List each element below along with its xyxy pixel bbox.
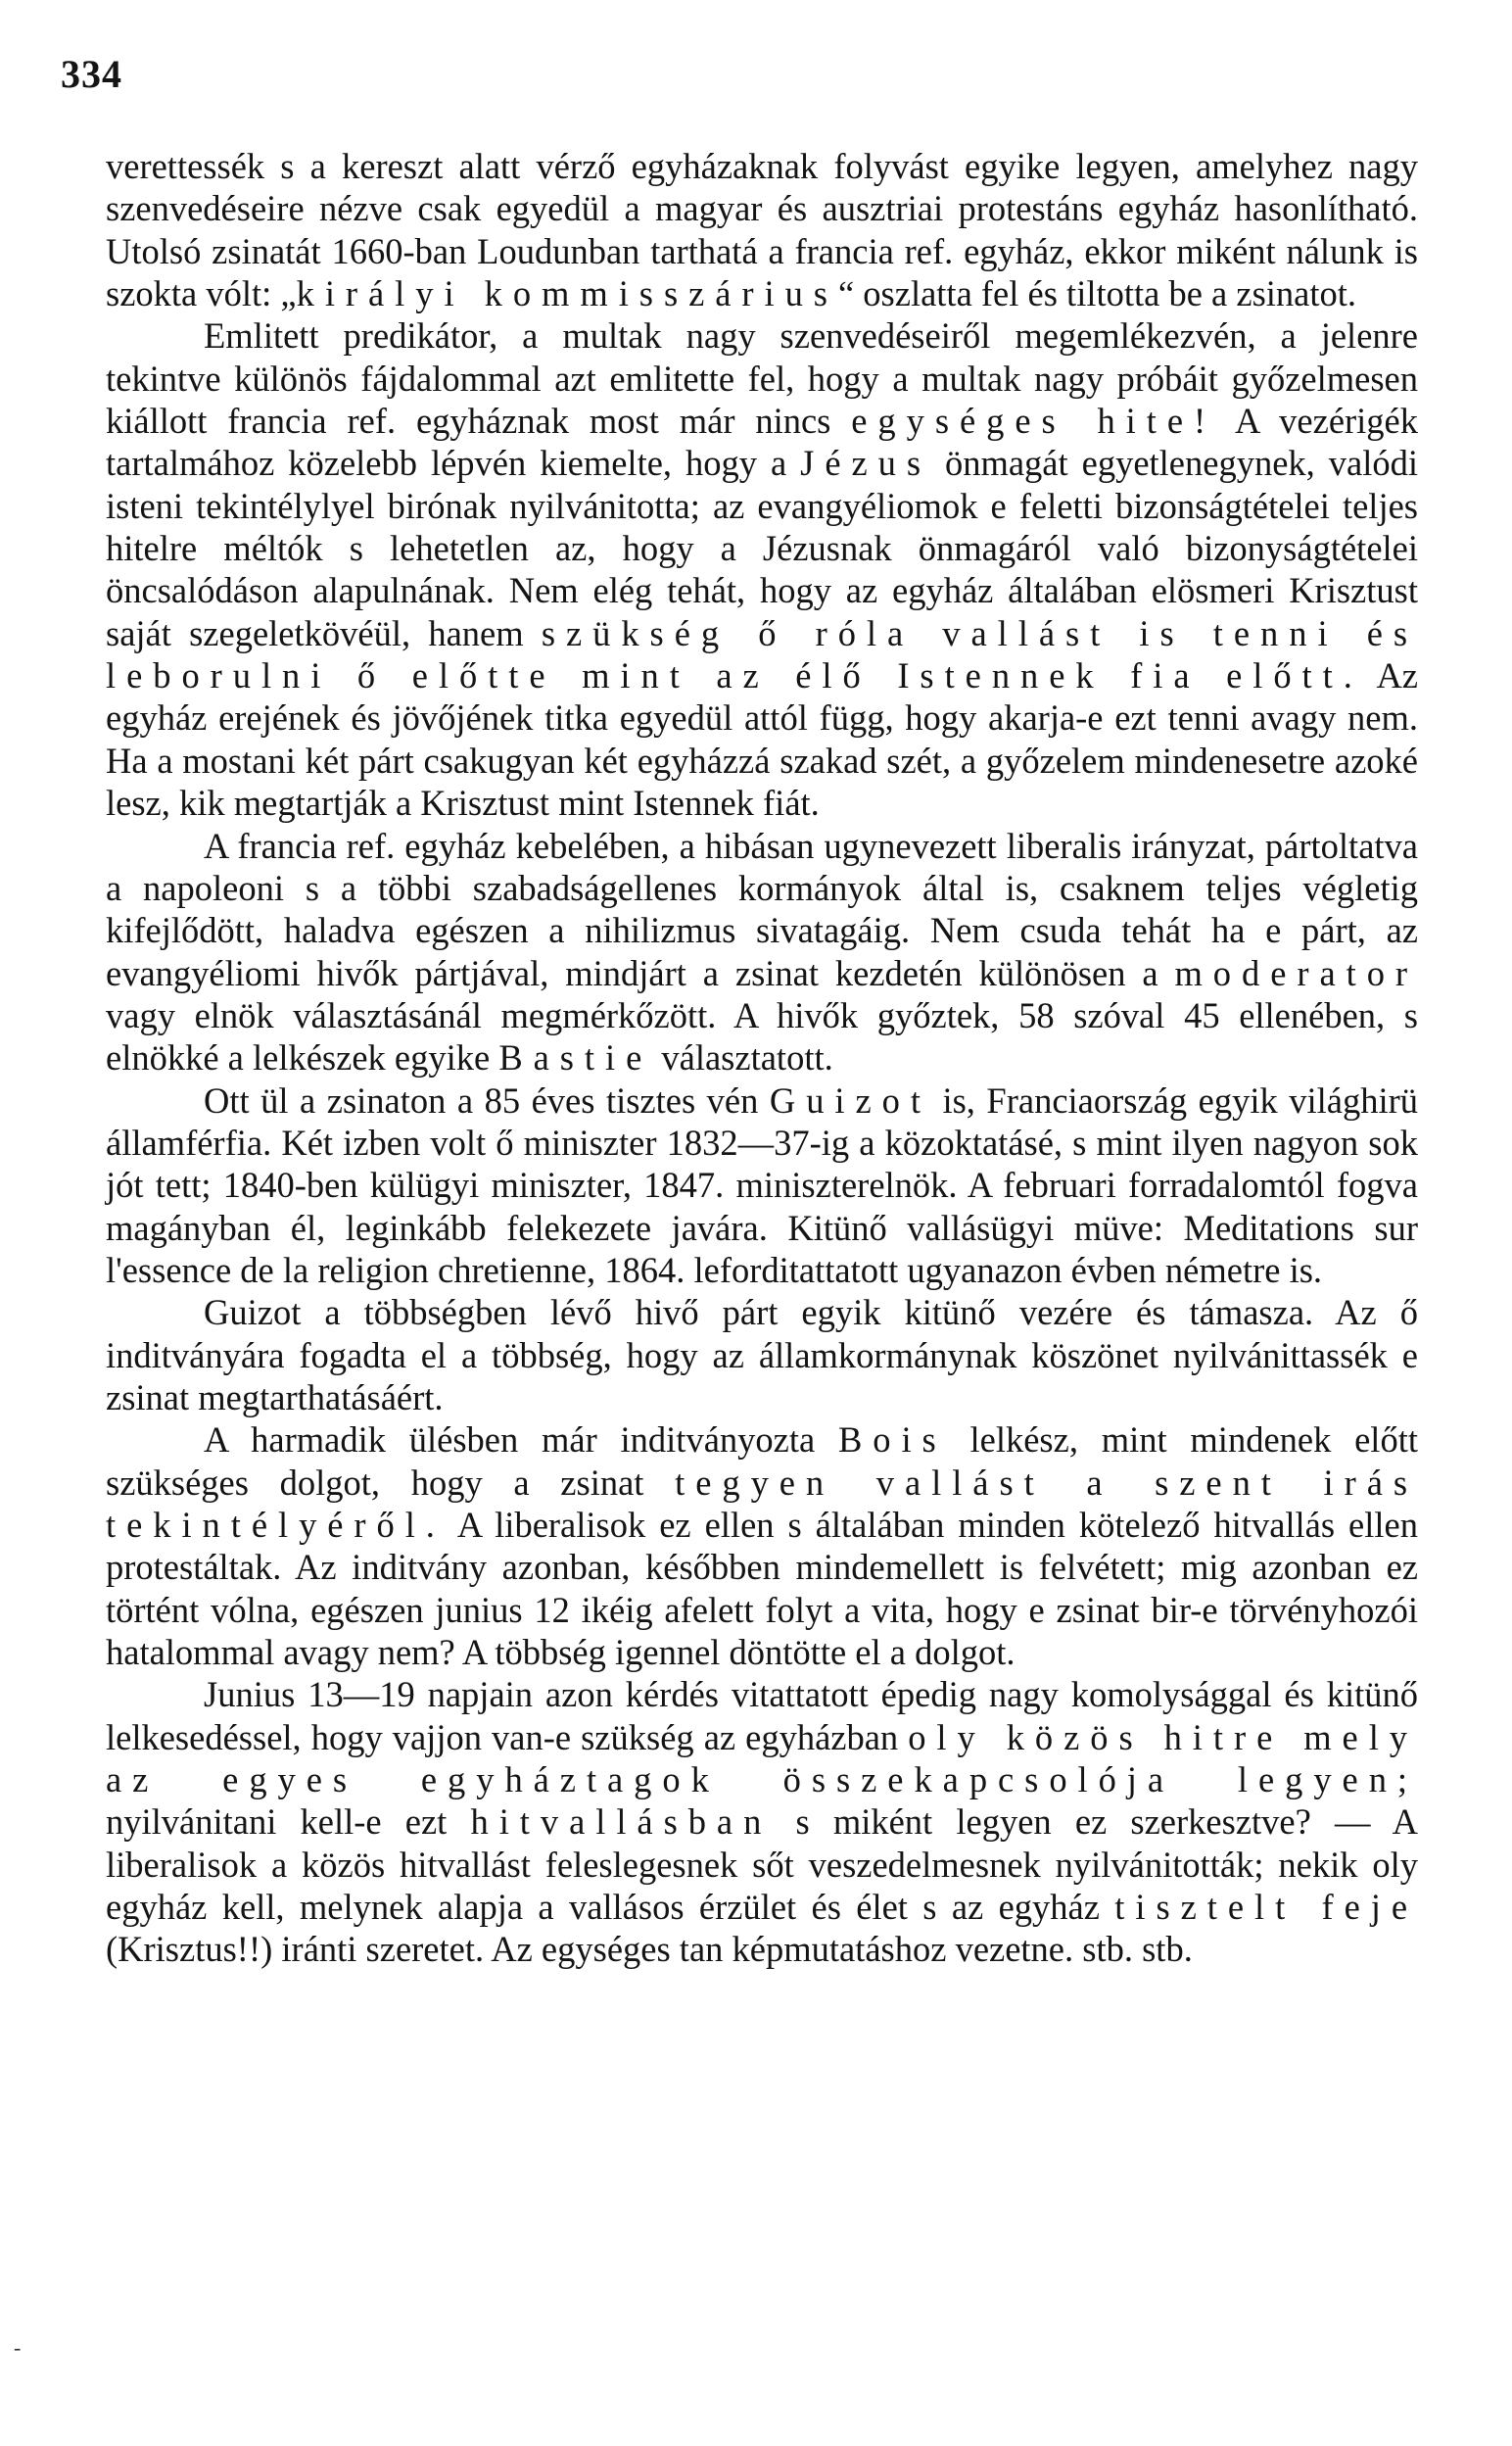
text-segment: önmagát egyetlenegynek, valódi isteni tekintélylyel birónak nyilvánitotta; az evangyéliomok e feletti bizonságtételei teljes hitelre méltók s lehetetlen az, hogy a Jézusnak önmagáról való bizonyságtételei öncsalódáson alapulnának. Nem elég tehát, hogy az egyház általában elösmeri Krisztust saját szegeletkövéül, hanem (106, 443, 1418, 653)
spaced-emphasis-text: Bois (837, 1419, 947, 1461)
paragraph (106, 825, 1418, 1079)
spaced-emphasis-text: oly közös hitre mely az egyes egyháztagok összekapcsolója legyen; (106, 1716, 1418, 1800)
paragraph (106, 1673, 1418, 1970)
text-segment: nyilvánitani kell-e ezt (106, 1801, 471, 1843)
text-segment: Guizot a többségben lévő hivő párt egyik kitünő vezére és támasza. Az ő inditványára fogadta el a többség, hogy az államkormánynak köszönet nyilvánittassék e zsinat megtarthatásáért. (106, 1292, 1418, 1417)
paragraph (106, 1291, 1418, 1418)
text-segment: “ oszlatta fel és tiltotta be a zsinatot. (837, 273, 1357, 314)
text-segment: Junius 13—19 napjain azon kérdés vitattatott épedig nagy komolysággal és kitünő lelkesedéssel, hogy vajjon van-e szükség az egyházban (106, 1674, 1418, 1757)
paragraph (106, 1079, 1418, 1292)
text-segment: választatott. (652, 1037, 833, 1079)
body-text (106, 145, 1418, 1971)
spaced-emphasis-text: szükség ő róla vallást is tenni és leborulni ő előtte mint az élő Istennek fia előtt. (106, 612, 1419, 696)
spaced-emphasis-text: hitvallásban (470, 1801, 773, 1843)
text-segment: A vezérigék tartalmához közelebb lépvén kiemelte, hogy a (106, 401, 1419, 484)
spaced-emphasis-text: Jézus (800, 443, 931, 484)
text-segment: A francia ref. egyház kebelében, a hibásan ugynevezett liberalis irányzat, pártoltatva a napoleoni s a többi szabadságellenes kormányok által is, csaknem teljes végletig kifejlődött, haladva egészen a nihilizmus sivatagáig. Nem csuda tehát ha e párt, az evangyéliomi hivők pártjával, mindjárt a zsinat kezdetén különösen a (106, 825, 1418, 993)
text-segment: (Krisztus!!) iránti szeretet. Az egységes tan képmutatáshoz vezetne. stb. stb. (106, 1929, 1193, 1970)
paragraph (106, 1418, 1418, 1673)
text-segment: lelkész, mint mindenek előtt szükséges dolgot, hogy a zsinat (106, 1419, 1418, 1503)
spaced-emphasis-text: tisztelt feje (1114, 1887, 1418, 1928)
text-segment: is, Franciaország egyik világhirü államférfia. Két izben volt ő miniszter 1832—37-ig a közoktatásé, s mint ilyen nagyon sok jót tett; 1840-ben külügyi miniszter, 1847. miniszterelnök. A februari forradalomtól fogva magányban él, leginkább felekezete javára. Kitünő vallásügyi müve: Meditations sur l'essence de la religion chretienne, 1864. leforditattatott ugyanazon évben németre is. (106, 1079, 1418, 1290)
text-segment: verettessék s a kereszt alatt vérző egyházaknak folyvást egyike legyen, amelyhez nagy szenvedéseire nézve csak egyedül a magyar és ausztriai protestáns egyház hasonlítható. Utolsó zsinatát 1660-ban Loudunban tarthatá a francia ref. egyház, ekkor miként nálunk is szokta vólt: „ (106, 146, 1418, 314)
text-segment: s miként legyen ez szerkesztve? — A liberalisok a közös hitvallást feleslegesnek sőt veszedelmesnek nyilvánitották; nekik oly egyház kell, melynek alapja a vallásos érzület és élet s az egyház (106, 1801, 1418, 1928)
text-segment: A harmadik ülésben már inditványozta (204, 1419, 838, 1461)
text-segment: vagy elnök választásánál megmérkőzött. A hivők győztek, 58 szóval 45 ellenében, s elnökké a lelkészek egyike (106, 994, 1418, 1079)
paragraph (106, 145, 1418, 314)
spaced-emphasis-text: egységes hite! (851, 401, 1217, 442)
page-number: 334 (61, 52, 122, 96)
spaced-emphasis-text: Guizot (769, 1079, 931, 1121)
spaced-emphasis-text: tegyen vallást a szent irás tekintélyéről. (106, 1462, 1418, 1545)
spaced-emphasis-text: királyi kommisszárius (296, 273, 838, 314)
text-segment: A liberalisok ez ellen s általában minden kötelező hitvallás ellen protestáltak. Az inditvány azonban, későbben mindemellett is felvétett; mig azonban ez történt vólna, egészen junius 12 ikéig afelett folyt a vita, hogy e zsinat bir-e törvényhozói hatalommal avagy nem? A többség igennel döntötte el a dolgot. (106, 1505, 1418, 1673)
text-segment: Ott ül a zsinaton a 85 éves tisztes vén (204, 1079, 770, 1121)
paragraph (106, 314, 1418, 824)
text-segment: Az egyház erejének és jövőjének titka egyedül attól függ, hogy akarja-e ezt tenni avagy nem. Ha a mostani két párt csakugyan két egyházzá szakad szét, a győzelem mindenesetre azoké lesz, kik megtartják a Krisztust mint Istennek fiát. (106, 655, 1419, 824)
text-segment: Emlitett predikátor, a multak nagy szenvedéseiről megemlékezvén, a jelenre tekintve különös fájdalommal azt emlitette fel, hogy a multak nagy próbáit győzelmesen kiállott francia ref. egyháznak most már nincs (106, 315, 1418, 442)
spaced-emphasis-text: Bastie (498, 1037, 653, 1079)
spaced-emphasis-text: moderator (1174, 952, 1418, 993)
stray-mark: - (14, 2335, 22, 2360)
